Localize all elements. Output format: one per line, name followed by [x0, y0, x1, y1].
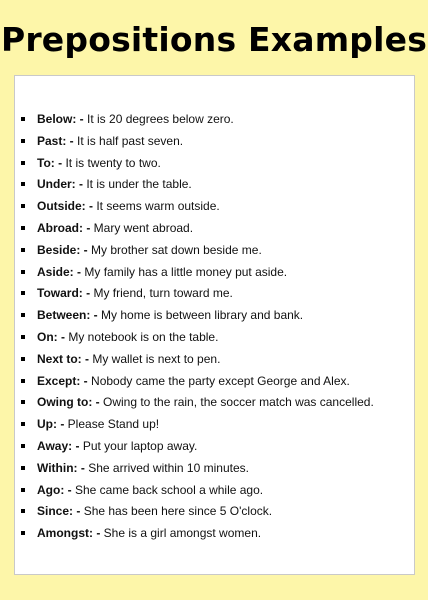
list-item [15, 174, 414, 196]
preposition-term: Away: - [37, 438, 80, 453]
bullet-icon [21, 204, 25, 208]
bullet-icon [21, 509, 25, 513]
example-sentence: She came back school a while ago. [75, 482, 264, 497]
list-item [15, 109, 414, 131]
example-sentence: She is a girl amongst women. [103, 526, 262, 541]
preposition-term: Ago: - [37, 482, 72, 497]
example-sentence: It is 20 degrees below zero. [87, 112, 234, 126]
list-item [15, 327, 414, 349]
preposition-term: To: - [37, 155, 63, 170]
preposition-term: Outside: - [37, 199, 93, 214]
page-title: Prepositions Examples [0, 20, 428, 59]
list-item [15, 218, 414, 240]
list-item [15, 283, 414, 305]
list-item [15, 480, 414, 502]
example-sentence: She has been here since 5 O'clock. [83, 504, 273, 519]
list-item [15, 436, 414, 458]
bullet-icon [21, 531, 25, 535]
preposition-term: Aside: - [37, 264, 82, 279]
preposition-term: Beside: - [37, 242, 88, 257]
bullet-icon [21, 444, 25, 448]
preposition-term: Next to: - [37, 351, 89, 366]
list-item [15, 262, 414, 284]
bullet-icon [21, 139, 25, 143]
bullet-icon [21, 291, 25, 295]
example-sentence: Please Stand up! [67, 417, 160, 432]
list-item [15, 523, 414, 545]
example-sentence: It is half past seven. [77, 133, 184, 148]
example-sentence: Owing to the rain, the soccer match was cancelled. [103, 395, 374, 410]
list-item [15, 305, 414, 327]
preposition-term: Toward: - [37, 286, 91, 301]
preposition-term: Below: - [37, 112, 84, 126]
example-sentence: Mary went abroad. [93, 220, 194, 235]
example-sentence: My notebook is on the table. [68, 329, 219, 344]
bullet-icon [21, 400, 25, 404]
bullet-icon [21, 117, 25, 121]
preposition-term: Owing to: - [37, 395, 100, 410]
preposition-term: Between: - [37, 308, 98, 323]
example-sentence: My home is between library and bank. [101, 308, 304, 323]
list-item [15, 458, 414, 480]
preposition-term: Within: - [37, 460, 85, 475]
bullet-icon [21, 313, 25, 317]
list-item [15, 196, 414, 218]
preposition-term: Abroad: - [37, 220, 91, 235]
example-sentence: It is under the table. [86, 177, 192, 192]
preposition-term: On: - [37, 329, 65, 344]
bullet-icon [21, 226, 25, 230]
examples-list [15, 109, 414, 545]
example-sentence: Put your laptop away. [82, 438, 198, 453]
list-item [15, 240, 414, 262]
example-sentence: My brother sat down beside me. [91, 242, 262, 257]
preposition-term: Except: - [37, 373, 88, 388]
list-item [15, 349, 414, 371]
bullet-icon [21, 161, 25, 165]
list-item [15, 153, 414, 175]
example-sentence: It is twenty to two. [65, 155, 161, 170]
list-item [15, 371, 414, 393]
example-sentence: Nobody came the party except George and Alex. [91, 373, 350, 388]
bullet-icon [21, 182, 25, 186]
preposition-term: Up: - [37, 417, 65, 432]
bullet-icon [21, 335, 25, 339]
list-item [15, 414, 414, 436]
bullet-icon [21, 422, 25, 426]
bullet-icon [21, 488, 25, 492]
example-sentence: My wallet is next to pen. [92, 351, 221, 366]
example-sentence: It seems warm outside. [96, 199, 220, 214]
bullet-icon [21, 270, 25, 274]
list-item [15, 501, 414, 523]
bullet-icon [21, 357, 25, 361]
example-sentence: My friend, turn toward me. [93, 286, 233, 301]
bullet-icon [21, 466, 25, 470]
list-item [15, 131, 414, 153]
example-sentence: My family has a little money put aside. [84, 264, 288, 279]
example-sentence: She arrived within 10 minutes. [88, 460, 249, 475]
bullet-icon [21, 379, 25, 383]
bullet-icon [21, 248, 25, 252]
examples-card [14, 75, 415, 575]
preposition-term: Amongst: - [37, 526, 101, 541]
preposition-term: Since: - [37, 504, 81, 519]
list-item [15, 392, 414, 414]
preposition-term: Under: - [37, 177, 83, 192]
preposition-term: Past: - [37, 133, 74, 148]
